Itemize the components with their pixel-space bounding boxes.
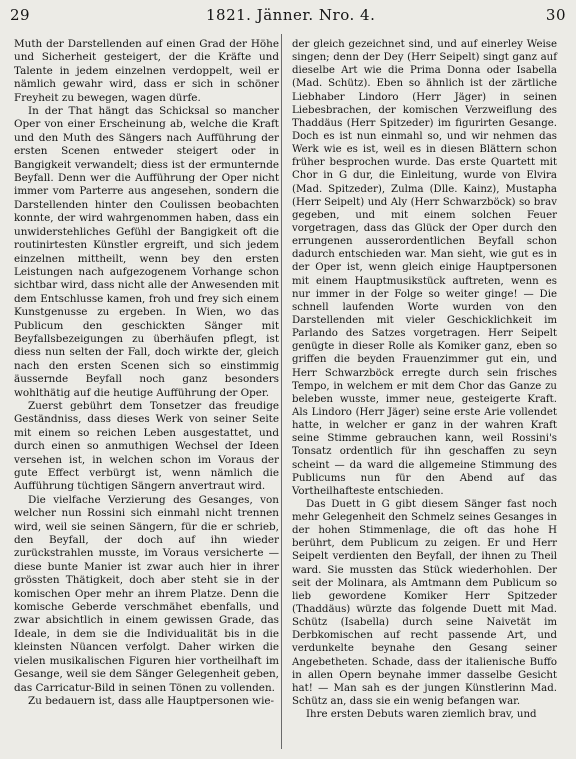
- paragraph: der gleich gezeichnet sind, und auf einerley Weise singen; denn der Dey (Herr Seipelt) singt ganz auf dieselbe Art wie die Prima Donna oder Isabella (Mad. Schütz). Eben so ähnlich ist der zärtliche Liebhaber Lindoro (Herr Jäger) in seinen Liebesbrachen, der komischen Verzweiflung des Thaddäus (Herr Spitzeder) im figurirten Gesange. Doch es ist nun einmahl so, und wir nehmen das Werk wie es ist, weil es in diesen Blättern schon früher besprochen wurde. Das erste Quartett mit Chor in G dur, die Einleitung, wurde von Elvira (Mad. Spitzeder), Zulma (Dlle. Kainz), Mustapha (Herr Seipelt) und Aly (Herr Schwarzböck) so brav gegeben, und mit einem solchen Feuer vorgetragen, dass das Glück der Oper durch den errungenen ausserordentlichen Beyfall schon dadurch entschieden war. Man sieht, wie gut es in der Oper ist, wenn gleich einige Hauptpersonen mit einem Hauptmusikstück auftreten, wenn es nur immer in der Folge so weiter ginge! — Die schnell laufenden Worte wurden von den Darstellenden mit vieler Geschicklichkeit im Parlando des Satzes vorgetragen. Herr Seipelt genügte in dieser Rolle als Komiker ganz, eben so griffen die beyden Frauenzimmer gut ein, und Herr Schwarzböck erregte durch sein frisches Tempo, in welchem er mit dem Chor das Ganze zu beleben wusste, immer neue, gesteigerte Kraft. Als Lindoro (Herr Jäger) seine erste Arie vollendet hatte, in welcher er ganz in der wahren Kraft seine Stimme gebrauchen kann, weil Rossini's Tonsatz ordentlich für ihn geschaffen zu seyn scheint — da ward die allgemeine Stimmung des Publicums nun für den Abend auf das Vortheilhafteste entschieden.: [292, 39, 557, 497]
- right-column: [292, 38, 557, 721]
- page-number-right: 30: [545, 6, 566, 24]
- left-column: [14, 38, 279, 708]
- paragraph: Muth der Darstellenden auf einen Grad der Höhe und Sicherheit gesteigert, der die Kräfte und Talente in jedem einzelnen verdoppelt, weil er nämlich gewahr wird, dass er sich in schöner Freyheit zu bewegen, wagen dürfe.: [14, 38, 279, 104]
- issue-title: 1821. Jänner. Nro. 4.: [206, 6, 376, 24]
- page-number-left: 29: [10, 6, 31, 24]
- paragraph: Das Duett in G gibt diesem Sänger fast noch mehr Gelegenheit den Schmelz seines Gesanges in der hohen Stimmenlage, die oft das hohe H berührt, dem Publicum zu zeigen. Er und Herr Seipelt verdienten den Beyfall, der ihnen zu Theil ward. Sie mussten das Stück wiederhohlen. Der seit der Molinara, als Amtmann dem Publicum so lieb gewordene Komiker Herr Spitzeder (Thaddäus) würzte das folgende Duett mit Mad. Schütz (Isabella) durch seine Naivetät im Derbkomischen auf recht passende Art, und verdunkelte beynahe den Gesang seiner Angebetheten. Schade, dass der italienische Buffo in allen Opern beynahe immer dasselbe Gesicht hat! — Man sah es der jungen Künstlerinn Mad. Schütz an, dass sie ein wenig befangen war.: [292, 498, 557, 708]
- paragraph: In der That hängt das Schicksal so mancher Oper von einer Erscheinung ab, welche die Kraft und den Muth des Sängers nach Aufführung der ersten Scenen entweder steigert oder in Bangigkeit verwandelt; diess ist der ermunternde Beyfall. Denn wer die Aufführung der Oper nicht immer vom Parterre aus angesehen, sondern die Darstellenden hinter den Coulissen beobachten konnte, der wird wahrgenommen haben, dass ein unwiderstehliches Gefühl der Bangigkeit oft die routinirtesten Künstler ergreift, und sich jedem einzelnen mittheilt, wenn bey den ersten Leistungen nach aufgezogenem Vorhange schon sichtbar wird, dass nicht alle der Anwesenden mit dem Entschlusse kamen, froh und frey sich einem Kunstgenusse zu ergeben. In Wien, wo das Publicum den geschickten Sänger mit Beyfallsbezeigungen zu überhäufen pflegt, ist diess nun selten der Fall, doch wirkte der, gleich nach den ersten Scenen sich so einstimmig äussernde Beyfall noch ganz besonders wohlthätig auf die heutige Aufführung der Oper.: [14, 105, 279, 399]
- paragraph: Ihre ersten Debuts waren ziemlich brav, und: [306, 709, 537, 721]
- paragraph: Die vielfache Verzierung des Gesanges, von welcher nun Rossini sich einmahl nicht trennen wird, weil sie seinen Sängern, für die er schrieb, den Beyfall, der doch auf ihn wieder zurückstrahlen musste, im Voraus versicherte — diese bunte Manier ist zwar auch hier in ihrer grössten Thätigkeit, doch aber steht sie in der komischen Oper mehr an ihrem Platze. Denn die komische Geberde verschmähet ebenfalls, und zwar absichtlich in einem gewissen Grade, das Ideale, in dem sie die Individualität bis in die kleinsten Nüancen verfolgt. Daher wirken die vielen musikalischen Figuren hier vortheilhaft im Gesange, weil sie dem Sänger Gelegenheit geben, das Carricatur-Bild in seinen Tönen zu vollenden.: [14, 493, 279, 694]
- paragraph: Zu bedauern ist, dass alle Hauptpersonen wie-: [28, 694, 275, 707]
- column-divider: [281, 34, 282, 749]
- paragraph: Zuerst gebührt dem Tonsetzer das freudige Geständniss, dass dieses Werk von seiner Seite mit einem so reichen Leben ausgestattet, und durch einen so anmuthigen Wechsel der Ideen versehen ist, in welchen schon im Voraus der gute Effect verbürgt ist, wenn nämlich die Aufführung tüchtigen Sängern anvertraut wird.: [14, 399, 279, 493]
